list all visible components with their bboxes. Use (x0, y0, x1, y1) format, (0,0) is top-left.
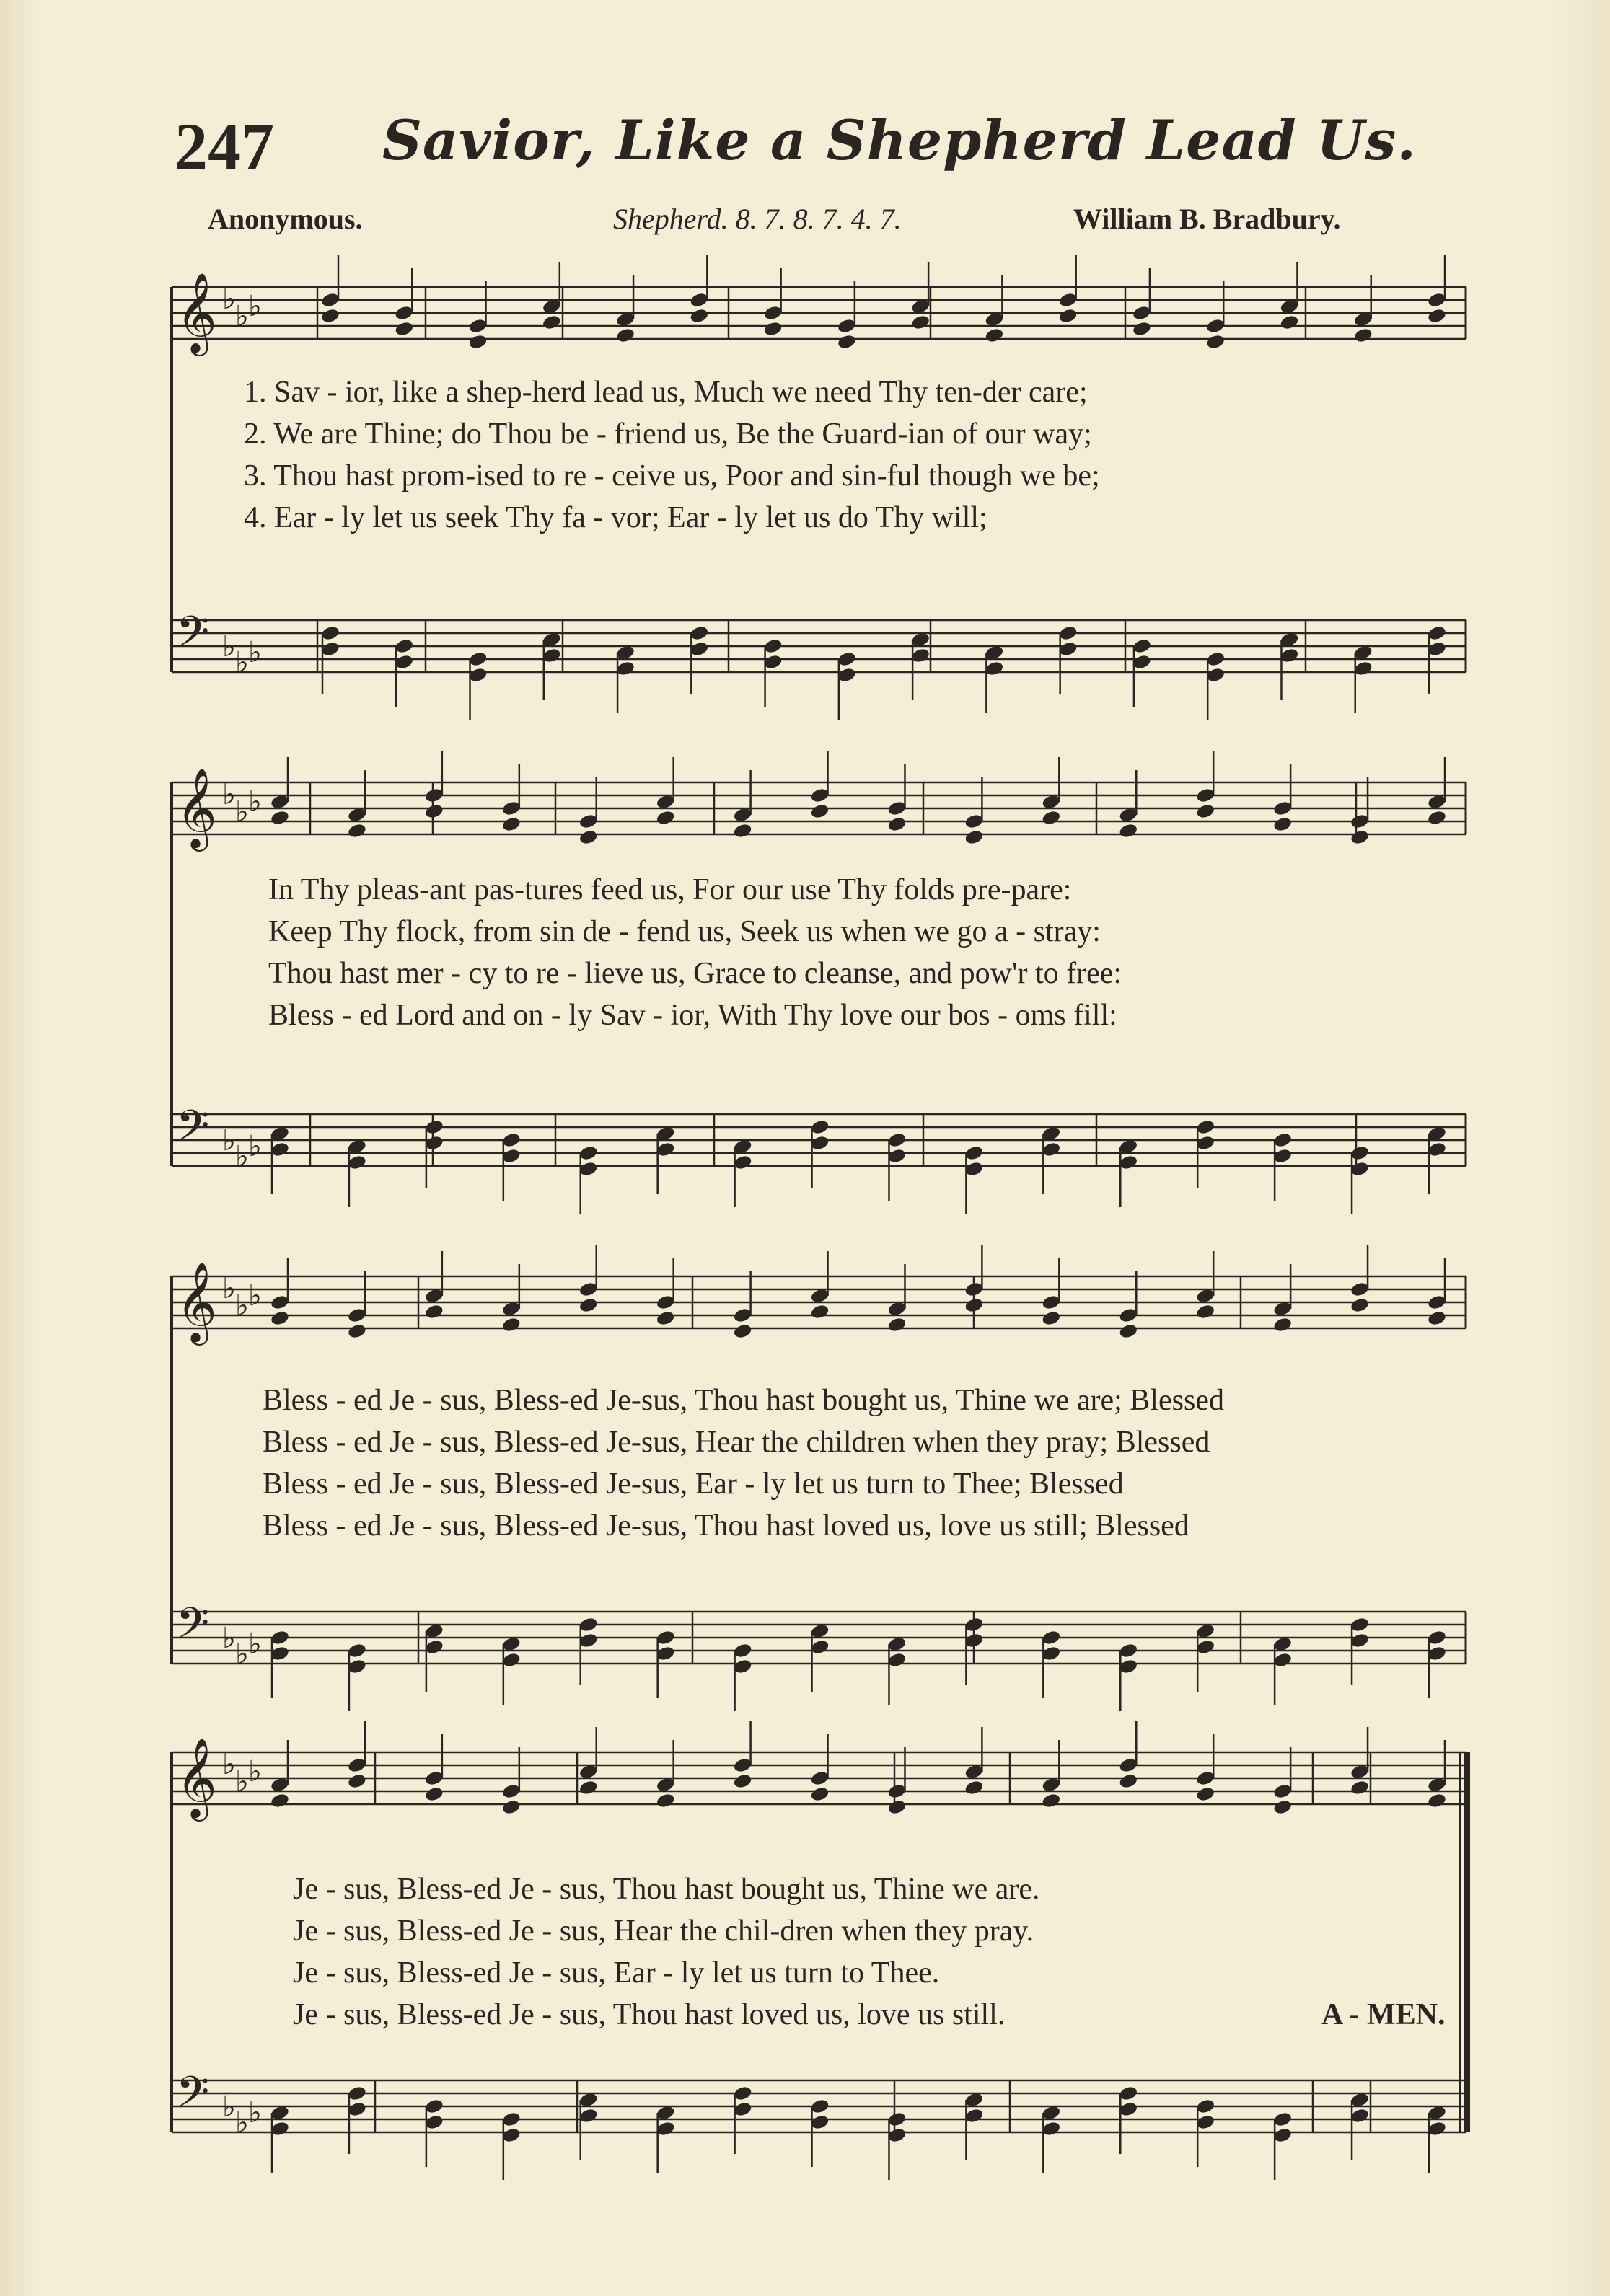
lyric-line: Bless - ed Lord and on - ly Sav - ior, With Thy love our bos - oms fill: (268, 999, 1117, 1032)
flat-sign: ♭ (235, 1289, 249, 1323)
flat-sign: ♭ (235, 1140, 249, 1173)
note-head (1272, 1316, 1293, 1333)
lyric-line: In Thy pleas-ant pas-tures feed us, For our use Thy folds pre-pare: (268, 873, 1072, 906)
note-head (733, 1772, 753, 1789)
note-head (394, 320, 414, 337)
flat-sign: ♭ (222, 1748, 236, 1781)
note-head (1041, 1792, 1061, 1809)
flat-sign: ♭ (248, 2096, 262, 2129)
flat-sign: ♭ (222, 778, 236, 811)
note-head (1205, 333, 1226, 350)
lyric-line: 2. We are Thine; do Thou be - friend us, Be the Guard-ian of our way; (244, 418, 1092, 451)
note-head (1350, 1297, 1370, 1313)
note-head (468, 333, 488, 350)
note-head (347, 1772, 367, 1789)
flat-sign: ♭ (222, 2090, 236, 2124)
note-head (615, 327, 635, 343)
flat-sign: ♭ (248, 1130, 262, 1163)
lyric-line: Bless - ed Je - sus, Bless-ed Je-sus, Hear the children when they pray; Blessed (263, 1426, 1210, 1459)
note-head (656, 1792, 676, 1809)
note-head (270, 1792, 290, 1809)
flat-sign: ♭ (248, 636, 262, 669)
note-head (1132, 320, 1152, 337)
note-head (1118, 1323, 1138, 1339)
note-head (964, 1779, 984, 1796)
note-head (810, 803, 830, 819)
treble-clef: 𝄞 (176, 1261, 217, 1342)
lyric-line: Je - sus, Bless-ed Je - sus, Thou hast bought us, Thine we are. (293, 1873, 1040, 1906)
bass-clef: 𝄢 (176, 2067, 210, 2127)
bass-clef: 𝄢 (176, 1598, 210, 1659)
note-head (910, 314, 931, 330)
note-head (1353, 327, 1373, 343)
note-head (984, 327, 1004, 343)
hymn-tune-meter: Shepherd. 8. 7. 8. 7. 4. 7. (613, 203, 902, 235)
flat-sign: ♭ (248, 1279, 262, 1312)
lyric-line: Bless - ed Je - sus, Bless-ed Je-sus, Thou hast bought us, Thine we are; Blessed (263, 1384, 1224, 1417)
note-head (1118, 822, 1138, 839)
note-head (1427, 1310, 1447, 1326)
note-head (270, 809, 290, 826)
note-head (424, 1785, 444, 1802)
lyric-line: Bless - ed Je - sus, Bless-ed Je-sus, Ear - ly let us turn to Thee; Blessed (263, 1467, 1124, 1501)
note-head (501, 1798, 522, 1815)
note-head (1427, 307, 1447, 324)
flat-sign: ♭ (222, 283, 236, 316)
note-head (1058, 307, 1078, 324)
flat-sign: ♭ (222, 630, 236, 663)
flat-sign: ♭ (222, 1622, 236, 1655)
flat-sign: ♭ (235, 2106, 249, 2140)
flat-sign: ♭ (235, 646, 249, 679)
note-head (1427, 809, 1447, 826)
note-head (887, 1798, 907, 1815)
flat-sign: ♭ (235, 795, 249, 829)
lyric-line: 1. Sav - ior, like a shep-herd lead us, Much we need Thy ten-der care; (244, 376, 1088, 409)
note-head (424, 803, 444, 819)
note-head (1041, 809, 1061, 826)
flat-sign: ♭ (248, 785, 262, 818)
note-head (1195, 1785, 1215, 1802)
note-head (887, 1316, 907, 1333)
flat-sign: ♭ (222, 1124, 236, 1157)
note-head (347, 822, 367, 839)
lyric-line: Je - sus, Bless-ed Je - sus, Thou hast loved us, love us still. (293, 1998, 1006, 2031)
note-head (579, 1779, 599, 1796)
flat-sign: ♭ (248, 290, 262, 323)
lyric-line: Keep Thy flock, from sin de - fend us, Seek us when we go a - stray: (268, 915, 1101, 948)
note-head (1427, 1792, 1447, 1809)
flat-sign: ♭ (248, 1755, 262, 1788)
note-head (964, 829, 984, 845)
note-head (501, 816, 522, 832)
hymn-author: Anonymous. (208, 203, 363, 235)
note-head (964, 1297, 984, 1313)
note-head (1350, 829, 1370, 845)
note-head (837, 333, 857, 350)
flat-sign: ♭ (222, 1272, 236, 1305)
lyric-line: 3. Thou hast prom-ised to re - ceive us, Poor and sin-ful though we be; (244, 459, 1100, 493)
note-head (1195, 803, 1215, 819)
note-head (270, 1310, 290, 1326)
hymn-number: 247 (175, 110, 274, 183)
flat-sign: ♭ (248, 1628, 262, 1661)
note-head (424, 1303, 444, 1320)
note-head (1041, 1310, 1061, 1326)
lyric-line: 4. Ear - ly let us seek Thy fa - vor; Ear - ly let us do Thy will; (244, 501, 987, 534)
note-head (656, 1310, 676, 1326)
note-head (810, 1785, 830, 1802)
treble-clef: 𝄞 (176, 767, 217, 848)
treble-clef: 𝄞 (176, 272, 217, 353)
lyric-line: Je - sus, Bless-ed Je - sus, Ear - ly let us turn to Thee. (293, 1956, 940, 1990)
bass-clef: 𝄢 (176, 606, 210, 667)
note-head (1195, 1303, 1215, 1320)
note-head (1350, 1779, 1370, 1796)
note-head (579, 1297, 599, 1313)
bass-clef: 𝄢 (176, 1100, 210, 1161)
note-head (1118, 1772, 1138, 1789)
lyric-line: Thou hast mer - cy to re - lieve us, Grace to cleanse, and pow'r to free: (268, 957, 1122, 990)
note-head (579, 829, 599, 845)
amen: A - MEN. (1321, 1998, 1446, 2031)
flat-sign: ♭ (235, 300, 249, 333)
treble-clef: 𝄞 (176, 1737, 217, 1818)
note-head (763, 320, 783, 337)
flat-sign: ♭ (235, 1765, 249, 1798)
lyric-line: Bless - ed Je - sus, Bless-ed Je-sus, Thou hast loved us, love us still; Blessed (263, 1509, 1189, 1542)
note-head (810, 1303, 830, 1320)
note-head (347, 1323, 367, 1339)
lyric-line: Je - sus, Bless-ed Je - sus, Hear the chil-dren when they pray. (293, 1915, 1034, 1948)
note-head (733, 822, 753, 839)
note-head (1272, 816, 1293, 832)
note-head (1272, 1798, 1293, 1815)
note-head (501, 1316, 522, 1333)
hymn-title: Savior, Like a Shepherd Lead Us. (382, 108, 1417, 172)
note-head (656, 809, 676, 826)
note-head (320, 307, 340, 324)
note-head (1279, 314, 1299, 330)
note-head (887, 816, 907, 832)
hymn-composer: William B. Bradbury. (1073, 203, 1341, 235)
note-head (689, 307, 709, 324)
note-head (733, 1323, 753, 1339)
note-head (542, 314, 562, 330)
flat-sign: ♭ (235, 1638, 249, 1671)
